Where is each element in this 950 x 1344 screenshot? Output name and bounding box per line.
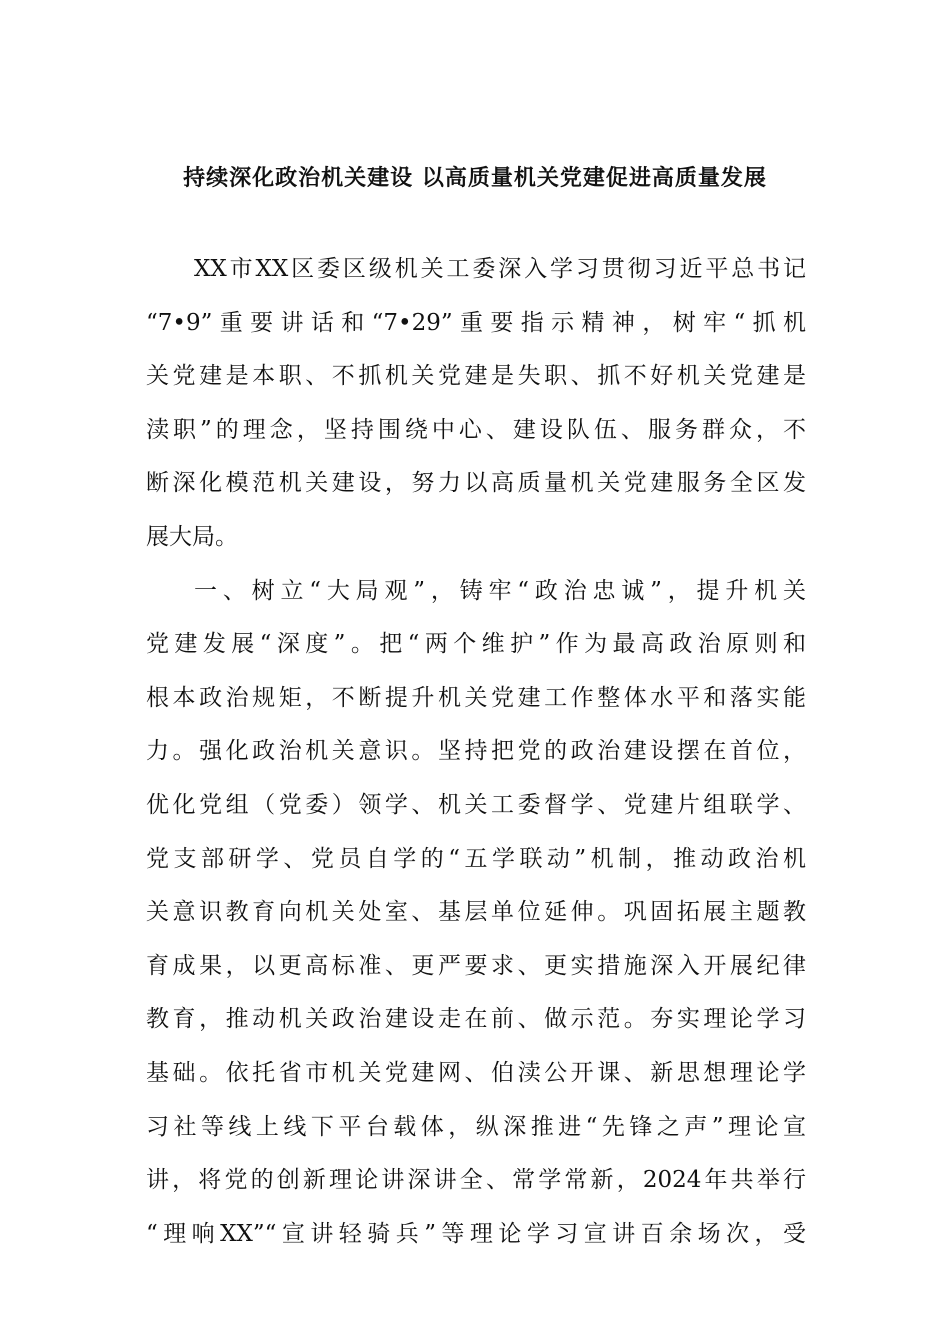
paragraph-line: 力。强化政治机关意识。坚持把党的政治建设摆在首位， [146,738,806,765]
document-body [146,243,806,1261]
paragraph-line: 基础。依托省市机关党建网、伯渎公开课、新思想理论学 [146,1059,806,1086]
paragraph-line: 党支部研学、党员自学的“五学联动”机制，推动政治机 [146,845,806,872]
paragraph-line: 展大局。 [146,523,238,550]
paragraph-line: 断深化模范机关建设，努力以高质量机关党建服务全区发 [146,470,806,497]
paragraph-line: 根本政治规矩，不断提升机关党建工作整体水平和落实能 [146,684,806,711]
paragraph-line: 讲，将党的创新理论讲深讲全、常学常新，2024年共举行 [146,1167,806,1194]
paragraph-line: 党建发展“深度”。把“两个维护”作为最高政治原则和 [146,631,806,658]
paragraph-line: 一、树立“大局观”，铸牢“政治忠诚”，提升机关 [194,577,806,604]
document-title: 持续深化政治机关建设 以高质量机关党建促进高质量发展 [183,165,767,191]
paragraph-line: 教育，推动机关政治建设走在前、做示范。夯实理论学习 [146,1006,806,1033]
paragraph-line: 关意识教育向机关处室、基层单位延伸。巩固拓展主题教 [146,899,806,926]
paragraph-line: 育成果，以更高标准、更严要求、更实措施深入开展纪律 [146,952,806,979]
paragraph-line: 优化党组（党委）领学、机关工委督学、党建片组联学、 [146,791,806,818]
paragraph-line: 习社等线上线下平台载体，纵深推进“先锋之声”理论宣 [146,1113,806,1140]
paragraph-line: 渎职”的理念，坚持围绕中心、建设队伍、服务群众，不 [146,416,806,443]
paragraph-line: “理响XX”“宣讲轻骑兵”等理论学习宣讲百余场次，受 [146,1220,806,1247]
paragraph-line: 关党建是本职、不抓机关党建是失职、抓不好机关党建是 [146,363,806,390]
paragraph-line: XX市XX区委区级机关工委深入学习贯彻习近平总书记 [194,256,806,282]
paragraph-line: “7•9”重要讲话和“7•29”重要指示精神，树牢“抓机 [146,309,806,336]
